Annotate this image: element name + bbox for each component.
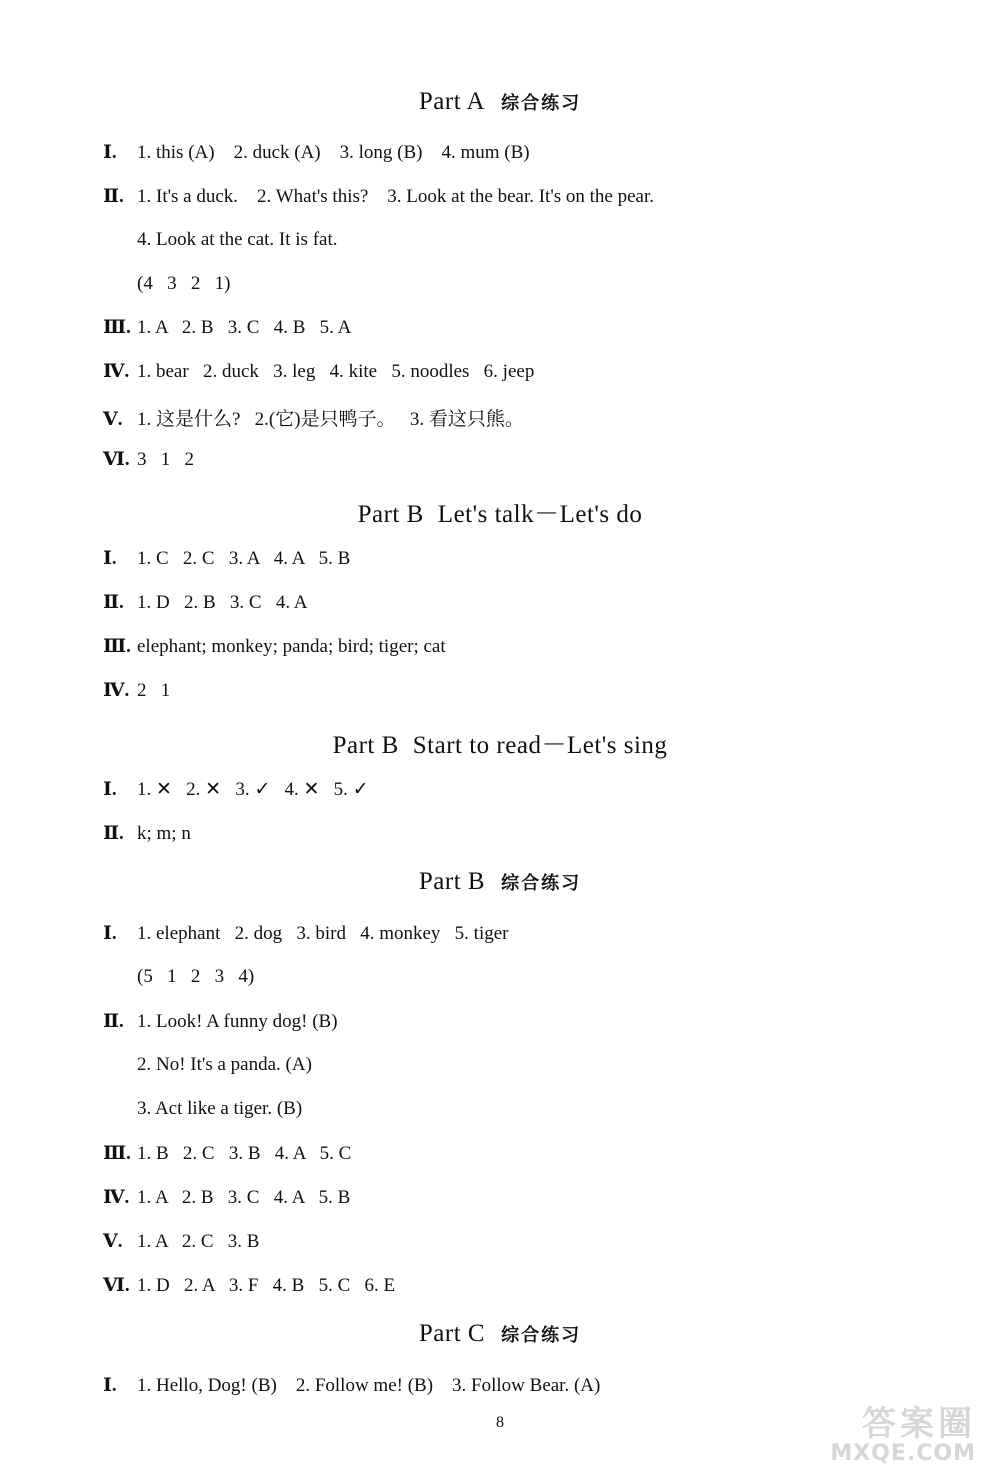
section-title: Part C: [418, 1320, 486, 1347]
item-number: Ⅳ.: [103, 1187, 130, 1208]
answer-line: [103, 778, 369, 801]
section-heading: [0, 494, 1000, 530]
section-subtitle-cn: 综合练习: [501, 1325, 582, 1346]
item-number: Ⅳ.: [103, 680, 130, 701]
answer-text: 1. D 2. A 3. F 4. B 5. C 6. E: [137, 1275, 396, 1296]
answer-text: 2 1: [137, 680, 171, 701]
item-number: Ⅲ.: [103, 636, 131, 657]
section-heading: [0, 1320, 1000, 1348]
item-number: Ⅰ.: [103, 923, 117, 944]
answer-text: 1. ✕ 2. ✕ 3. ✓ 4. ✕ 5. ✓: [137, 779, 369, 800]
answer-text: 1. A 2. B 3. C 4. B 5. A: [137, 317, 352, 338]
watermark-line1: 答案圈: [862, 1404, 976, 1444]
answer-text: 1. It's a duck. 2. What's this? 3. Look at the bear. It's on the pear.: [137, 186, 654, 207]
watermark-logo: [830, 1396, 976, 1466]
answer-line: [103, 1374, 600, 1397]
page-number: 8: [496, 1414, 504, 1431]
answer-line: [103, 141, 530, 164]
answer-text: 4. Look at the cat. It is fat.: [137, 229, 338, 250]
answer-text: k; m; n: [137, 823, 191, 844]
answer-line: [103, 1186, 350, 1209]
answer-text: 1. D 2. B 3. C 4. A: [137, 592, 308, 613]
item-number: Ⅱ.: [103, 823, 124, 844]
section-title: Part B: [357, 501, 424, 528]
section-title: Part B: [418, 868, 486, 895]
section-subtitle: Start to read－Let's sing: [412, 732, 668, 759]
answer-line: [103, 547, 350, 570]
answer-text: 3. Act like a tiger. (B): [137, 1098, 303, 1119]
answer-line: [103, 360, 534, 383]
item-number: Ⅰ.: [103, 779, 117, 800]
section-subtitle: Let's talk－Let's do: [437, 501, 643, 528]
item-number: Ⅳ.: [103, 361, 130, 382]
section-subtitle-cn: 综合练习: [501, 873, 582, 894]
section-heading: [0, 725, 1000, 761]
answer-line: [103, 679, 170, 702]
item-number: Ⅴ.: [103, 1231, 123, 1252]
answer-text: 1. Look! A funny dog! (B): [137, 1011, 338, 1032]
answer-line: [103, 1010, 338, 1033]
answer-line: [103, 316, 351, 339]
section-heading: [0, 88, 1000, 116]
answer-line: [103, 229, 338, 251]
section-heading: [0, 868, 1000, 896]
answer-text: (5 1 2 3 4): [137, 966, 255, 987]
answer-text: 3 1 2: [137, 449, 194, 470]
answer-text: 1. bear 2. duck 3. leg 4. kite 5. noodles 6. jeep: [137, 361, 535, 382]
section-title: Part A: [418, 88, 486, 115]
answer-text: (4 3 2 1): [137, 273, 231, 294]
answer-text: 1. B 2. C 3. B 4. A 5. C: [137, 1143, 352, 1164]
answer-line: [103, 1098, 302, 1120]
watermark-line2: MXQE.COM: [830, 1441, 976, 1466]
answer-line: [103, 822, 191, 845]
answer-line: [103, 1274, 395, 1297]
answer-text: 1. 这是什么? 2.(它)是只鸭子。 3. 看这只熊。: [137, 409, 524, 430]
answer-line: [103, 404, 524, 431]
answer-text: 1. Hello, Dog! (B) 2. Follow me! (B) 3. Follow Bear. (A): [137, 1375, 601, 1396]
answer-line: [103, 635, 446, 658]
answer-text: 2. No! It's a panda. (A): [137, 1054, 312, 1075]
answer-line: [103, 448, 194, 471]
item-number: Ⅱ.: [103, 1011, 124, 1032]
answer-text: 1. C 2. C 3. A 4. A 5. B: [137, 548, 351, 569]
item-number: Ⅰ.: [103, 142, 117, 163]
answer-text: elephant; monkey; panda; bird; tiger; cat: [137, 636, 446, 657]
answer-line: [103, 591, 308, 614]
answer-line: [103, 273, 230, 295]
answer-text: 1. A 2. B 3. C 4. A 5. B: [137, 1187, 351, 1208]
item-number: Ⅰ.: [103, 548, 117, 569]
answer-text: 1. elephant 2. dog 3. bird 4. monkey 5. tiger: [137, 923, 509, 944]
answer-line: [103, 1054, 312, 1076]
section-title: Part B: [332, 732, 399, 759]
item-number: Ⅲ.: [103, 1143, 131, 1164]
item-number: Ⅵ.: [103, 1275, 130, 1296]
item-number: Ⅴ.: [103, 409, 123, 430]
section-subtitle-cn: 综合练习: [501, 93, 582, 114]
answer-line: [103, 922, 509, 945]
answer-line: [103, 966, 254, 988]
answer-line: [103, 185, 654, 208]
item-number: Ⅰ.: [103, 1375, 117, 1396]
answer-text: 1. this (A) 2. duck (A) 3. long (B) 4. mum (B): [137, 142, 530, 163]
item-number: Ⅵ.: [103, 449, 130, 470]
item-number: Ⅱ.: [103, 592, 124, 613]
item-number: Ⅱ.: [103, 186, 124, 207]
item-number: Ⅲ.: [103, 317, 131, 338]
answer-text: 1. A 2. C 3. B: [137, 1231, 260, 1252]
answer-line: [103, 1142, 351, 1165]
answer-line: [103, 1230, 259, 1253]
